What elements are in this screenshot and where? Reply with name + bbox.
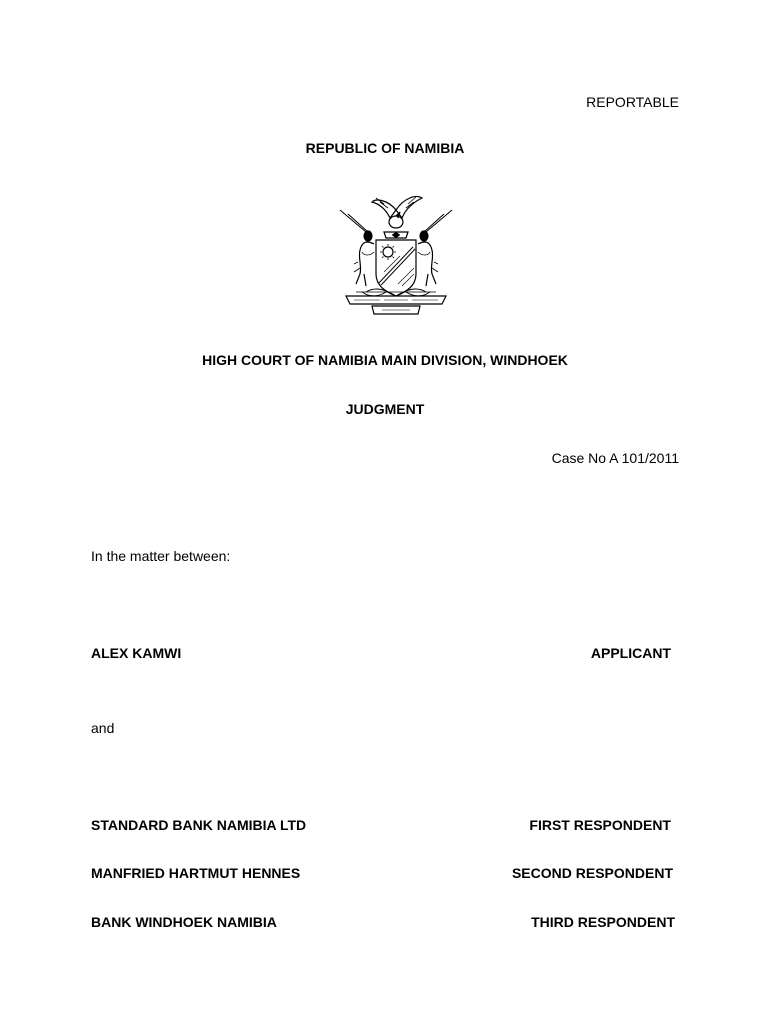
applicant-role: APPLICANT	[590, 645, 671, 661]
coat-of-arms-icon	[336, 192, 456, 318]
court-name-heading: HIGH COURT OF NAMIBIA MAIN DIVISION, WINDHOEK	[202, 352, 568, 368]
reportable-label: REPORTABLE	[586, 94, 679, 110]
republic-heading: REPUBLIC OF NAMIBIA	[305, 140, 465, 156]
first-respondent-name: STANDARD BANK NAMIBIA LTD	[91, 817, 307, 833]
conjunction-and: and	[91, 720, 115, 736]
first-respondent-role: FIRST RESPONDENT	[529, 817, 671, 833]
matter-intro: In the matter between:	[91, 548, 231, 564]
second-respondent-name: MANFRIED HARTMUT HENNES	[91, 865, 301, 881]
third-respondent-role: THIRD RESPONDENT	[531, 914, 675, 930]
case-number: Case No A 101/2011	[551, 450, 679, 466]
document-type-heading: JUDGMENT	[345, 401, 425, 417]
third-respondent-name: BANK WINDHOEK NAMIBIA	[91, 914, 277, 930]
applicant-name: ALEX KAMWI	[91, 645, 182, 661]
second-respondent-role: SECOND RESPONDENT	[511, 865, 673, 881]
